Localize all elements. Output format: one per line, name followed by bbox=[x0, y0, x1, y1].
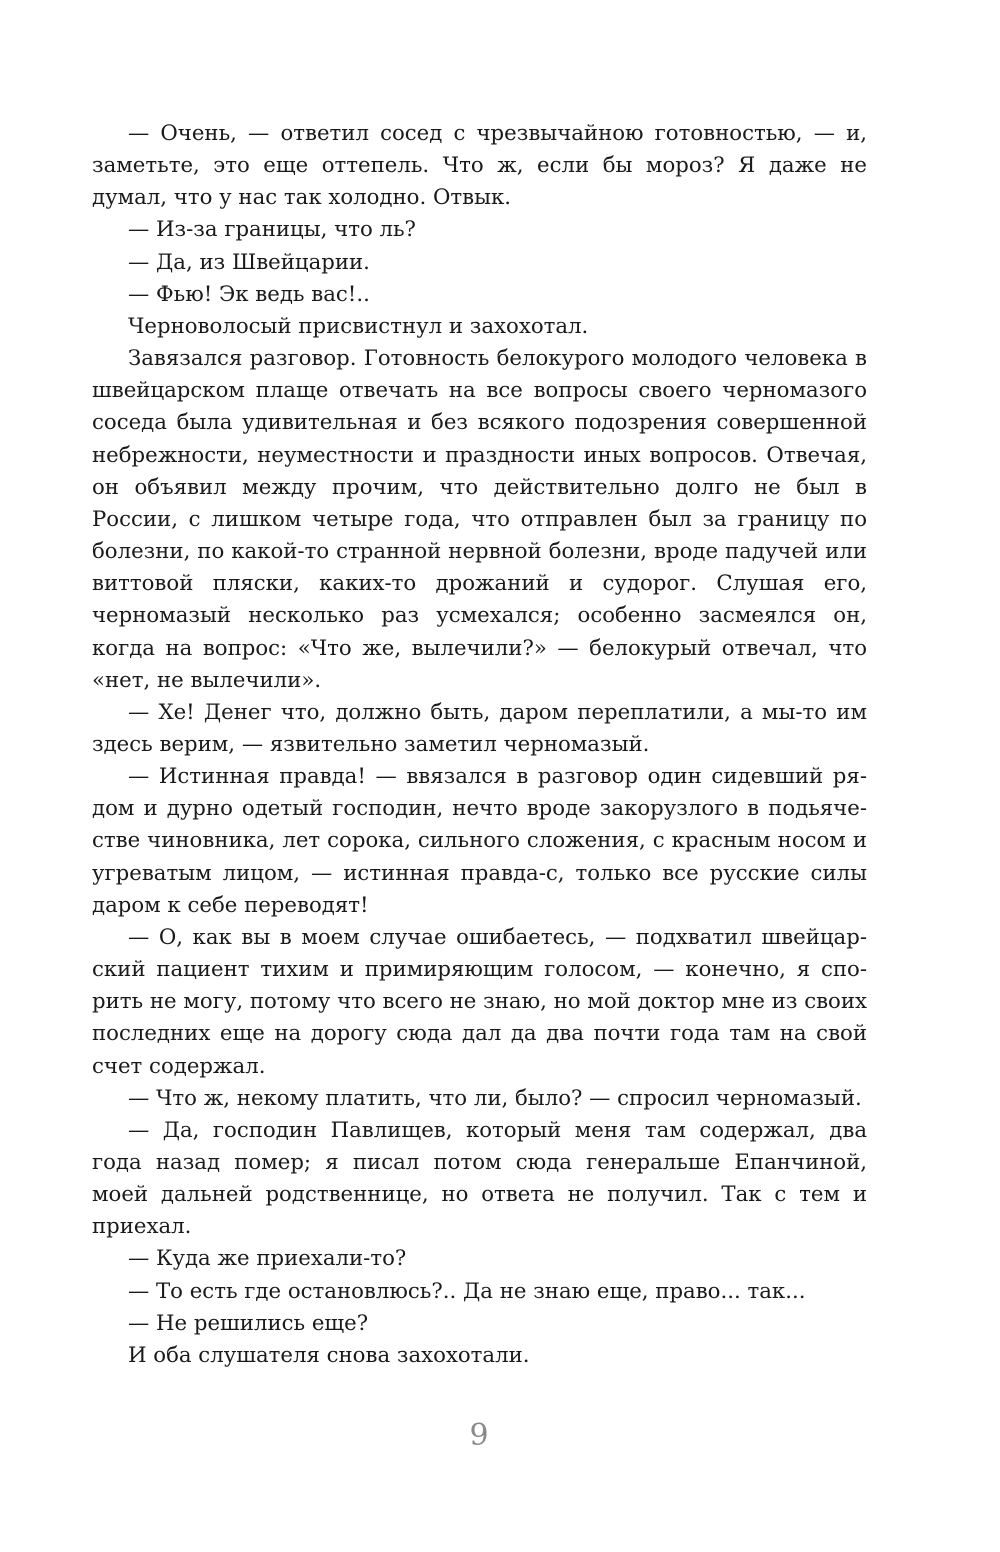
paragraph-7: — Хе! Денег что, должно быть, даром переплатили, а мы-то им здесь верим, — язвительно заметил черномазый. bbox=[92, 699, 867, 757]
paragraph-14: — Не решились еще? bbox=[128, 1310, 369, 1336]
paragraph-6: Завязался разговор. Готовность белокурого молодого человека в швейцарском плаще отвечать на все вопросы своего черномазого соседа была удивительная и без всякого подозрения совершенной небрежности, неуместности и праздности иных вопросов. Отвечая, он объявил между прочим, что действительно долго не был в России, с лишком четыре года, что отправлен был за границу по болезни, по какой-то странной нервной болезни, вроде падучей или виттовой пляски, каких-то дрожаний и судорог. Слушая его, черномазый несколько раз усмехался; особенно засмеялся он, когда на вопрос: «Что же, вылечили?» — белокурый отвечал, что «нет, не вылечили». bbox=[92, 346, 867, 693]
paragraph-10: — Что ж, некому платить, что ли, было? — спросил черномазый. bbox=[128, 1085, 862, 1111]
paragraph-12: — Куда же приехали-то? bbox=[128, 1246, 407, 1272]
paragraph-1: — Очень, — ответил сосед с чрезвычайною готовностью, — и, заметьте, это еще оттепель. Что ж, если бы мороз? Я даже не думал, что у нас так холодно. Отвык. bbox=[92, 121, 867, 211]
paragraph-9: — О, как вы в моем случае ошибаетесь, — подхватил швейцарский пациент тихим и примиряющим голосом, — конечно, я спорить не могу, потому что всего не знаю, но мой доктор мне из своих последних еще на дорогу сюда дал да два почти года там на свой счет содержал. bbox=[92, 924, 867, 1079]
paragraph-13: — То есть где остановлюсь?.. Да не знаю еще, право... так... bbox=[128, 1278, 806, 1304]
paragraph-2: — Из-за границы, что ль? bbox=[128, 217, 416, 243]
paragraph-8: — Истинная правда! — ввязался в разговор один сидевший рядом и дурно одетый господин, нечто вроде закорузлого в подьячестве чиновника, лет сорока, сильного сложения, с красным носом и угреватым лицом, — истинная правда-с, только все русские силы даром к себе переводят! bbox=[92, 764, 867, 918]
paragraph-15: И оба слушателя снова захохотали. bbox=[128, 1342, 530, 1368]
paragraph-3: — Да, из Швейцарии. bbox=[128, 249, 370, 275]
paragraph-5: Черноволосый присвистнул и захохотал. bbox=[128, 313, 589, 339]
page-number: 9 bbox=[469, 1418, 489, 1453]
paragraph-11: — Да, господин Павлищев, который меня там содержал, два года назад помер; я писал потом сюда генеральше Епанчиной, моей дальней родственнице, но ответа не получил. Так с тем и приехал. bbox=[92, 1117, 867, 1240]
paragraph-4: — Фью! Эк ведь вас!.. bbox=[128, 281, 370, 307]
page-body bbox=[92, 118, 867, 1372]
